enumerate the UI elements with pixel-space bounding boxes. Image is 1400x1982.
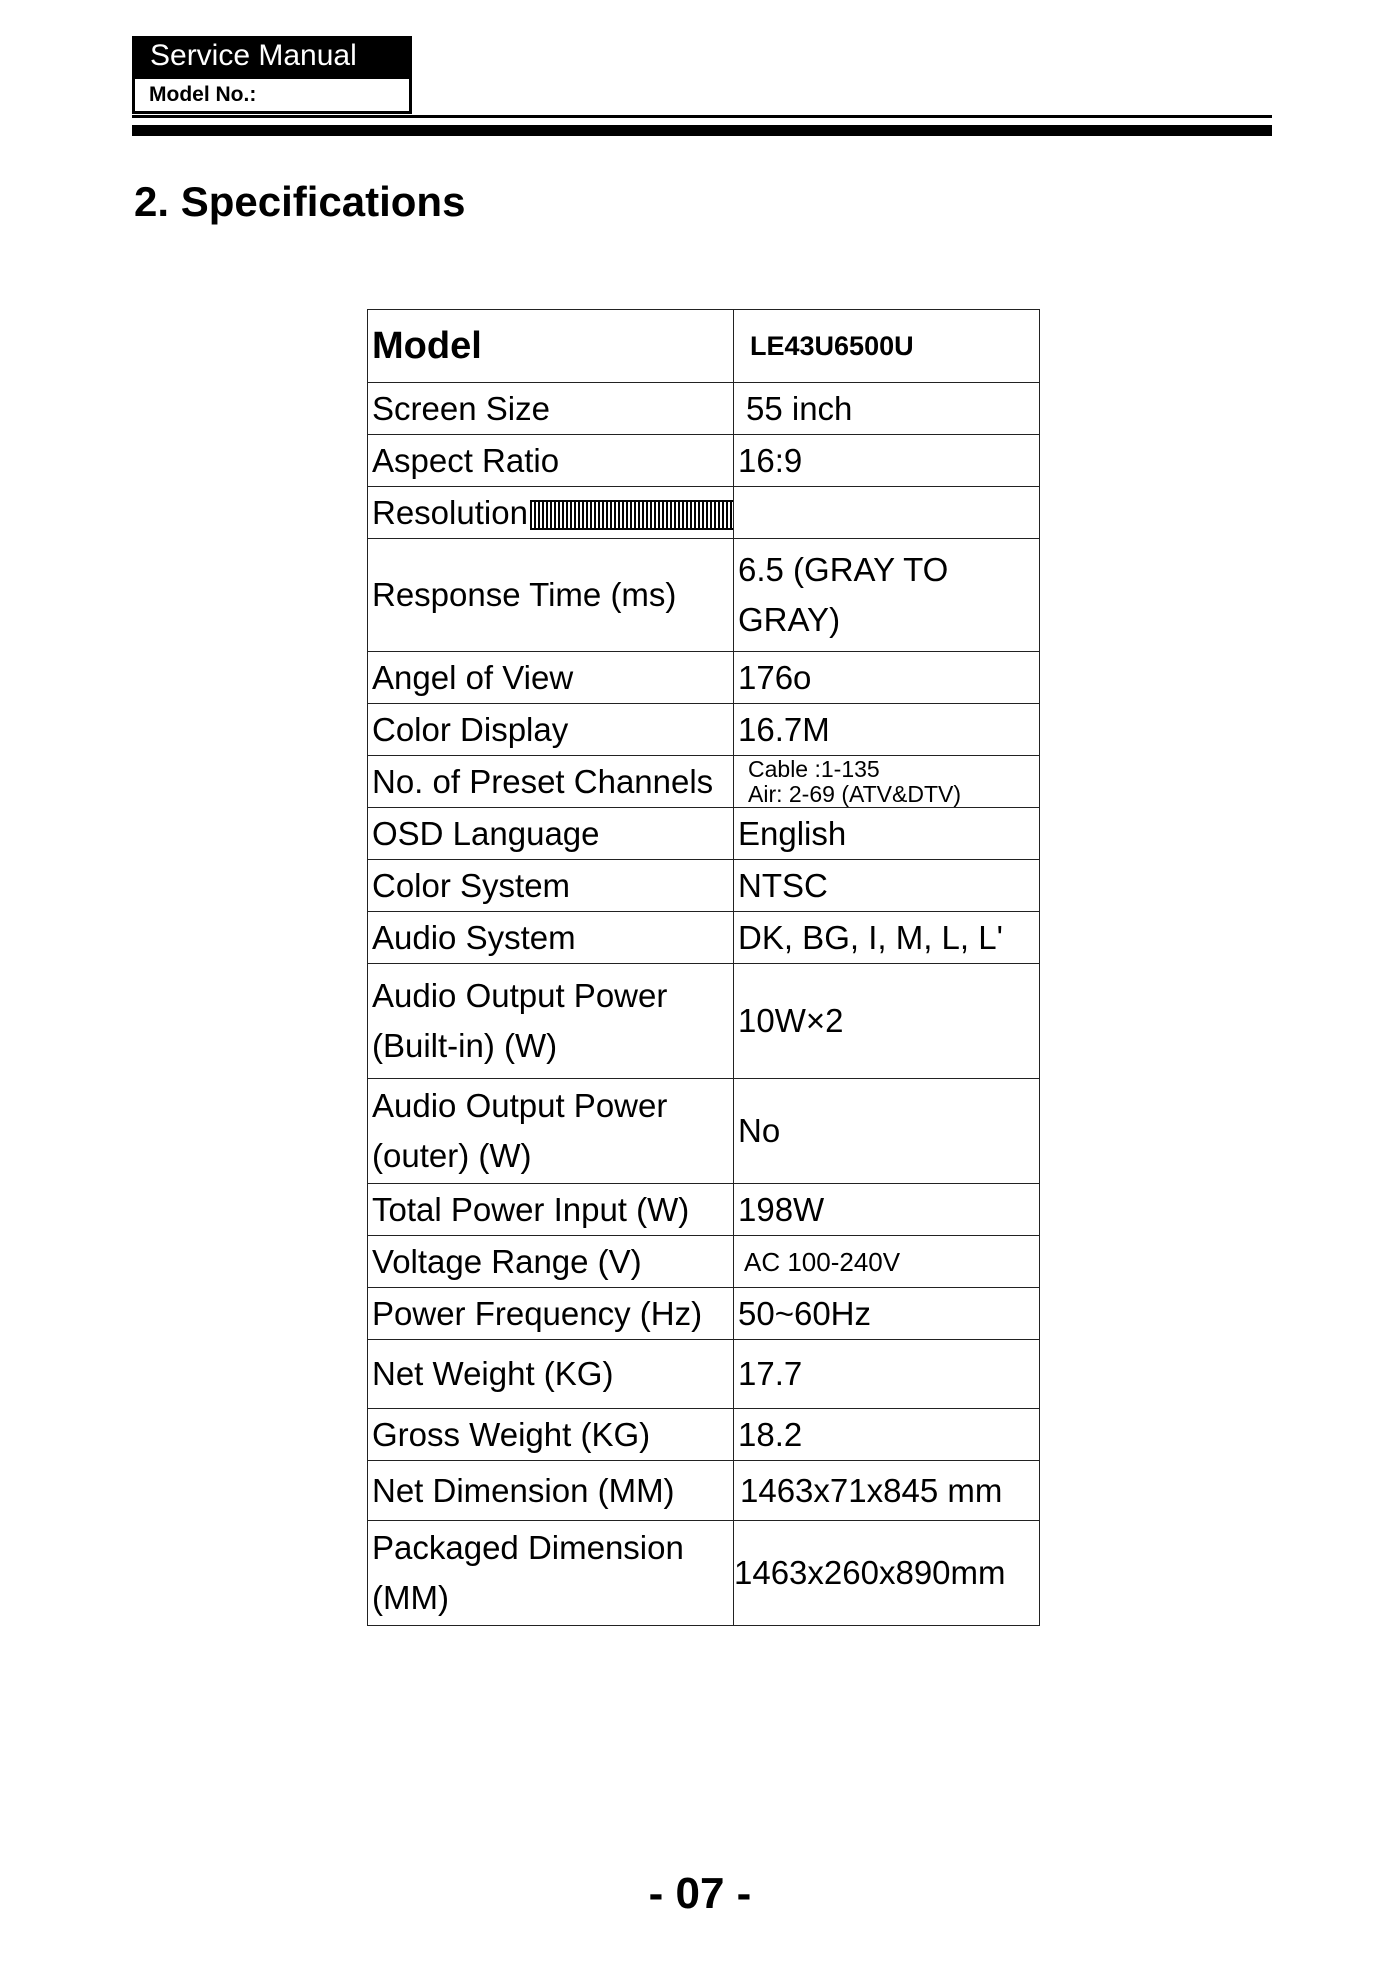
- model-number-label: Model No.:: [132, 76, 412, 114]
- table-row-power-frequency: [368, 1288, 1040, 1340]
- spec-label: Gross Weight (KG): [368, 1409, 734, 1461]
- spec-label: Packaged Dimension (MM): [368, 1521, 734, 1626]
- table-row-voltage-range: [368, 1236, 1040, 1288]
- table-row-model: [368, 310, 1040, 383]
- table-row-osd-language: [368, 808, 1040, 860]
- section-title: 2. Specifications: [134, 178, 466, 225]
- table-row-response-time: [368, 539, 1040, 652]
- spec-value: DK, BG, I, M, L, L': [734, 912, 1040, 964]
- spec-value: 1463x71x845 mm: [734, 1461, 1040, 1521]
- spec-label: Model: [368, 310, 734, 383]
- table-row-screen-size: [368, 383, 1040, 435]
- table-row-gross-weight: [368, 1409, 1040, 1461]
- spec-value: English: [734, 808, 1040, 860]
- garbled-glyphs: [530, 500, 734, 530]
- spec-value: 17.7: [734, 1340, 1040, 1409]
- spec-label: Audio Output Power (outer) (W): [368, 1079, 734, 1184]
- spec-value: 16.7M: [734, 704, 1040, 756]
- spec-label: Aspect Ratio: [368, 435, 734, 487]
- spec-label-text: Resolution: [372, 493, 528, 531]
- spec-label: OSD Language: [368, 808, 734, 860]
- spec-label: Voltage Range (V): [368, 1236, 734, 1288]
- spec-label: Angel of View: [368, 652, 734, 704]
- spec-label: Screen Size: [368, 383, 734, 435]
- spec-label: Audio System: [368, 912, 734, 964]
- spec-label: Response Time (ms): [368, 539, 734, 652]
- table-row-audio-system: [368, 912, 1040, 964]
- table-row-total-power-input: [368, 1184, 1040, 1236]
- spec-label: Power Frequency (Hz): [368, 1288, 734, 1340]
- spec-label: Audio Output Power (Built-in) (W): [368, 964, 734, 1079]
- specifications-table: [367, 309, 1040, 1626]
- spec-label: Color Display: [368, 704, 734, 756]
- header-rule-thin: [132, 115, 1272, 118]
- channels-cable: Cable :1-135: [748, 755, 880, 782]
- table-row-audio-output-builtin: [368, 964, 1040, 1079]
- header-rule-thick: [132, 125, 1272, 136]
- table-row-packaged-dimension: [368, 1521, 1040, 1626]
- spec-value: [734, 756, 1040, 808]
- table-row-color-display: [368, 704, 1040, 756]
- spec-value: LE43U6500U: [734, 310, 1040, 383]
- spec-label: Total Power Input (W): [368, 1184, 734, 1236]
- spec-label: Net Dimension (MM): [368, 1461, 734, 1521]
- spec-value: [734, 487, 1040, 539]
- table-row-angle-of-view: [368, 652, 1040, 704]
- table-row-preset-channels: [368, 756, 1040, 808]
- spec-value: 55 inch: [734, 383, 1040, 435]
- spec-value: 10W×2: [734, 964, 1040, 1079]
- spec-value: 6.5 (GRAY TO GRAY): [734, 539, 1040, 652]
- spec-value: 18.2: [734, 1409, 1040, 1461]
- manual-title: Service Manual: [132, 36, 412, 76]
- spec-value: 198W: [734, 1184, 1040, 1236]
- page-number: - 07 -: [648, 1869, 752, 1918]
- channels-air: Air: 2-69 (ATV&DTV): [748, 780, 961, 807]
- table-row-color-system: [368, 860, 1040, 912]
- spec-label: Color System: [368, 860, 734, 912]
- spec-label: Net Weight (KG): [368, 1340, 734, 1409]
- table-row-net-weight: [368, 1340, 1040, 1409]
- table-row-resolution: [368, 487, 1040, 539]
- table-row-aspect-ratio: [368, 435, 1040, 487]
- spec-label: No. of Preset Channels: [368, 756, 734, 808]
- spec-value: 16:9: [734, 435, 1040, 487]
- spec-value: 176o: [734, 652, 1040, 704]
- spec-value: NTSC: [734, 860, 1040, 912]
- spec-value: 50~60Hz: [734, 1288, 1040, 1340]
- spec-value: No: [734, 1079, 1040, 1184]
- table-row-net-dimension: [368, 1461, 1040, 1521]
- table-row-audio-output-outer: [368, 1079, 1040, 1184]
- spec-value: 1463x260x890mm: [734, 1521, 1040, 1626]
- spec-label: [368, 487, 734, 539]
- spec-value: AC 100-240V: [734, 1236, 1040, 1288]
